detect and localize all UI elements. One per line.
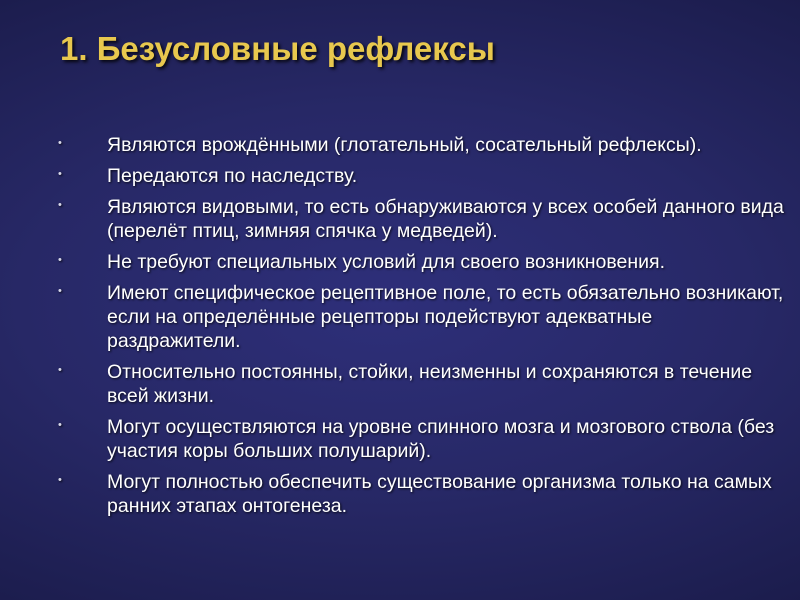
bullet-text: Не требуют специальных условий для своего возникновения.	[107, 251, 666, 273]
bullet-item	[55, 195, 785, 243]
bullet-item	[55, 415, 785, 463]
bullet-icon: •	[58, 199, 62, 211]
bullet-icon: •	[58, 285, 62, 297]
bullet-item	[55, 164, 785, 188]
bullet-text: Передаются по наследству.	[107, 165, 358, 187]
bullet-item	[55, 250, 785, 274]
bullet-text: Имеют специфическое рецептивное поле, то есть обязательно возникают, если на определённые рецепторы подействуют адекватные раздражители.	[107, 282, 784, 352]
bullet-text: Относительно постоянны, стойки, неизменны и сохраняются в течение всей жизни.	[107, 361, 753, 407]
slide-title: 1. Безусловные рефлексы	[60, 30, 495, 67]
bullet-icon: •	[58, 137, 62, 149]
bullet-text: Могут полностью обеспечить существование организма только на самых ранних этапах онтогенеза.	[107, 471, 772, 517]
bullet-item	[55, 360, 785, 408]
bullet-icon: •	[58, 419, 62, 431]
bullet-icon: •	[58, 474, 62, 486]
bullet-icon: •	[58, 364, 62, 376]
bullet-text: Являются видовыми, то есть обнаруживаются у всех особей данного вида (перелёт птиц, зимняя спячка у медведей).	[107, 196, 784, 242]
bullet-item	[55, 470, 785, 518]
bullet-list	[55, 133, 785, 525]
bullet-icon: •	[58, 168, 62, 180]
bullet-text: Могут осуществляются на уровне спинного мозга и мозгового ствола (без участия коры больших полушарий).	[107, 416, 775, 462]
bullet-text: Являются врождёнными (глотательный, сосательный рефлексы).	[107, 134, 702, 156]
bullet-icon: •	[58, 254, 62, 266]
bullet-item	[55, 133, 785, 157]
bullet-item	[55, 281, 785, 353]
